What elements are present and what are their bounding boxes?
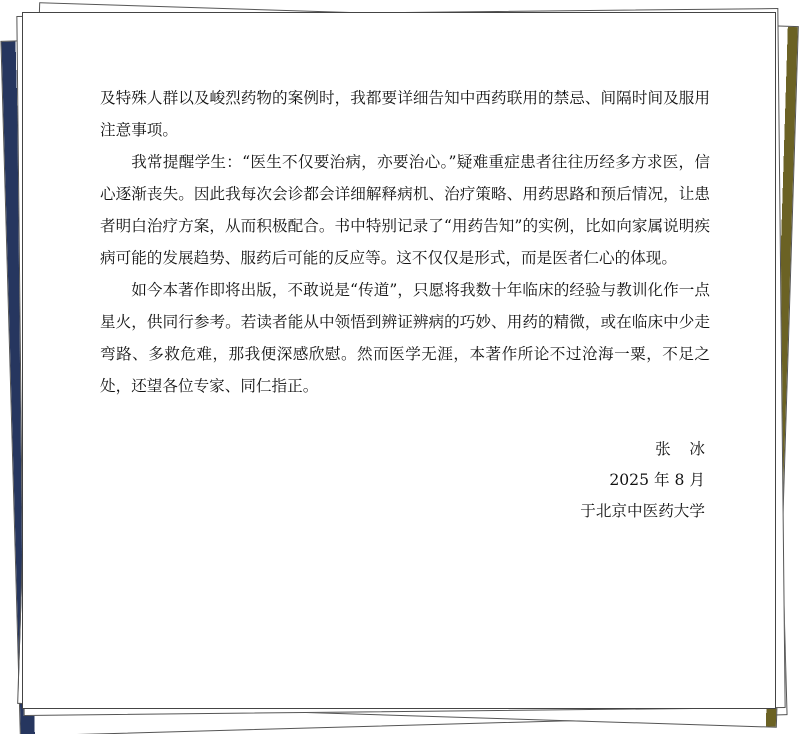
signature-date: 2025 年 8 月 — [609, 471, 705, 489]
document-body — [100, 82, 710, 402]
signature-block — [580, 434, 724, 527]
author-name: 张冰 — [655, 440, 724, 458]
paragraph-continued: 及特殊人群以及峻烈药物的案例时，我都要详细告知中西药联用的禁忌、间隔时间及服用注意事项。 — [100, 89, 710, 139]
paragraph: 如今本著作即将出版，不敢说是“传道”，只愿将我数十年临床的经验与教训化作一点星火，供同行参考。若读者能从中领悟到辨证辨病的巧妙、用药的精微，或在临床中少走弯路、多救危难，那我便深感欣慰。然而医学无涯，本著作所论不过沧海一粟，不足之处，还望各位专家、同仁指正。 — [100, 281, 710, 395]
signature-place: 于北京中医药大学 — [580, 502, 705, 520]
paragraph: 我常提醒学生：“医生不仅要治病，亦要治心。”疑难重症患者往往历经多方求医，信心逐渐丧失。因此我每次会诊都会详细解释病机、治疗策略、用药思路和预后情况，让患者明白治疗方案，从而积极配合。书中特别记录了“用药告知”的实例，比如向家属说明疾病可能的发展趋势、服药后可能的反应等。这不仅仅是形式，而是医者仁心的体现。 — [100, 153, 710, 267]
